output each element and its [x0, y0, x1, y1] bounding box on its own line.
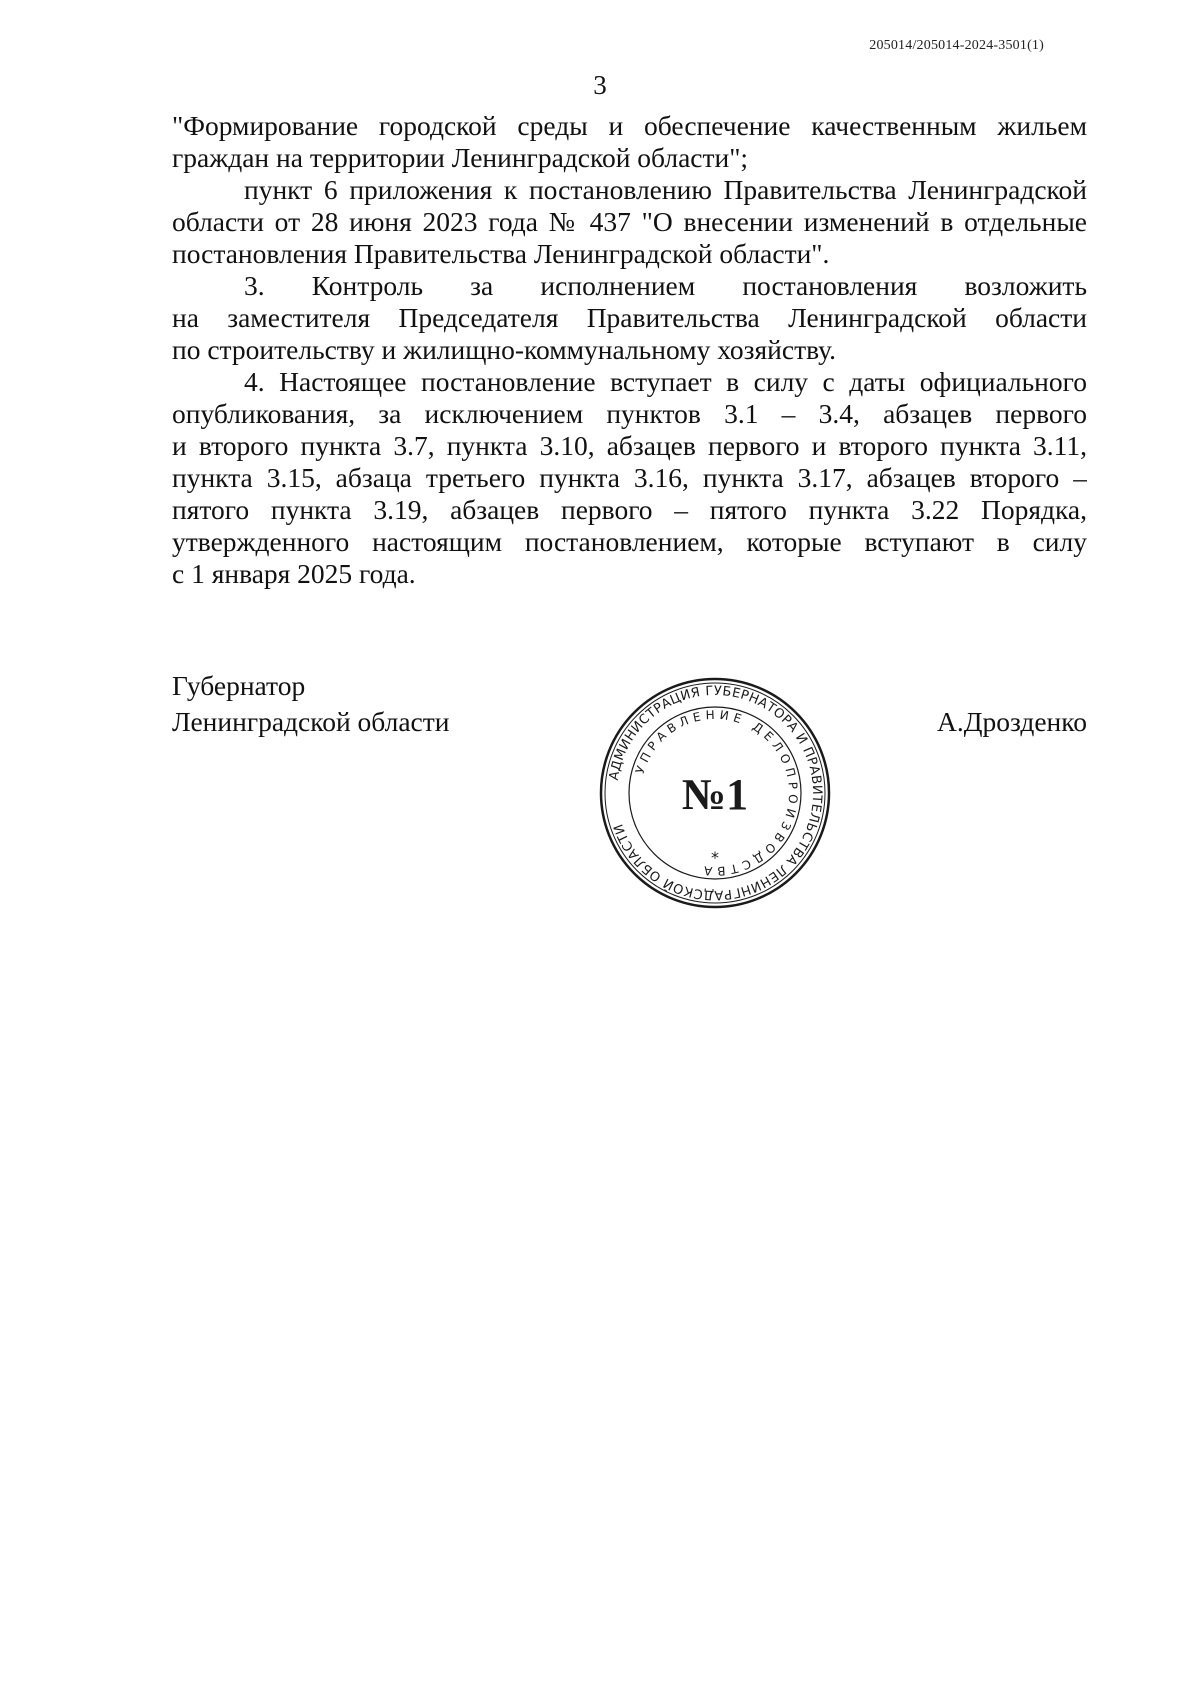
seal-inner-text: УПРАВЛЕНИЕ ДЕЛОПРОИЗВОДСТВА: [632, 707, 801, 879]
body-line: и второго пункта 3.7, пункта 3.10, абзацев первого и второго пункта 3.11,: [172, 430, 1087, 461]
page-number: 3: [593, 70, 607, 100]
body-line: по строительству и жилищно-коммунальному хозяйству.: [172, 334, 837, 365]
body-line: пятого пункта 3.19, абзацев первого – пятого пункта 3.22 Порядка,: [172, 494, 1087, 525]
body-line: граждан на территории Ленинградской области";: [172, 142, 749, 173]
body-line: пункта 3.15, абзаца третьего пункта 3.16, пункта 3.17, абзацев второго –: [172, 462, 1087, 493]
signer-title-line: Губернатор: [172, 670, 306, 701]
seal-center-number: №1: [681, 770, 749, 819]
body-line: на заместителя Председателя Правительства Ленинградской области: [172, 302, 1087, 333]
body-line: утвержденного настоящим постановлением, которые вступают в силу: [172, 526, 1087, 557]
body-line: "Формирование городской среды и обеспечение качественным жильем: [172, 110, 1087, 141]
body-line: 4. Настоящее постановление вступает в силу с даты официального: [244, 366, 1087, 397]
document-id: 205014/205014-2024-3501(1): [869, 38, 1044, 53]
signer-name: А.Дрозденко: [937, 706, 1087, 737]
seal-star-glyph: *: [711, 848, 719, 867]
body-line: с 1 января 2025 года.: [172, 558, 416, 589]
document-body: [172, 110, 1087, 590]
body-line: постановления Правительства Ленинградской области".: [172, 238, 830, 269]
body-line: 3. Контроль за исполнением постановления возложить: [244, 270, 1087, 301]
body-line: пункт 6 приложения к постановлению Правительства Ленинградской: [244, 174, 1087, 205]
seal-outer-text: АДМИНИСТРАЦИЯ ГУБЕРНАТОРА И ПРАВИТЕЛЬСТВА ЛЕНИНГРАДСКОЙ ОБЛАСТИ: [606, 683, 825, 903]
signer-title: [172, 668, 449, 740]
body-line: опубликования, за исключением пунктов 3.1 – 3.4, абзацев первого: [172, 398, 1087, 429]
official-seal: [597, 675, 833, 911]
signer-title-line: Ленинградской области: [172, 706, 450, 737]
body-line: области от 28 июня 2023 года № 437 "О внесении изменений в отдельные: [172, 206, 1087, 237]
